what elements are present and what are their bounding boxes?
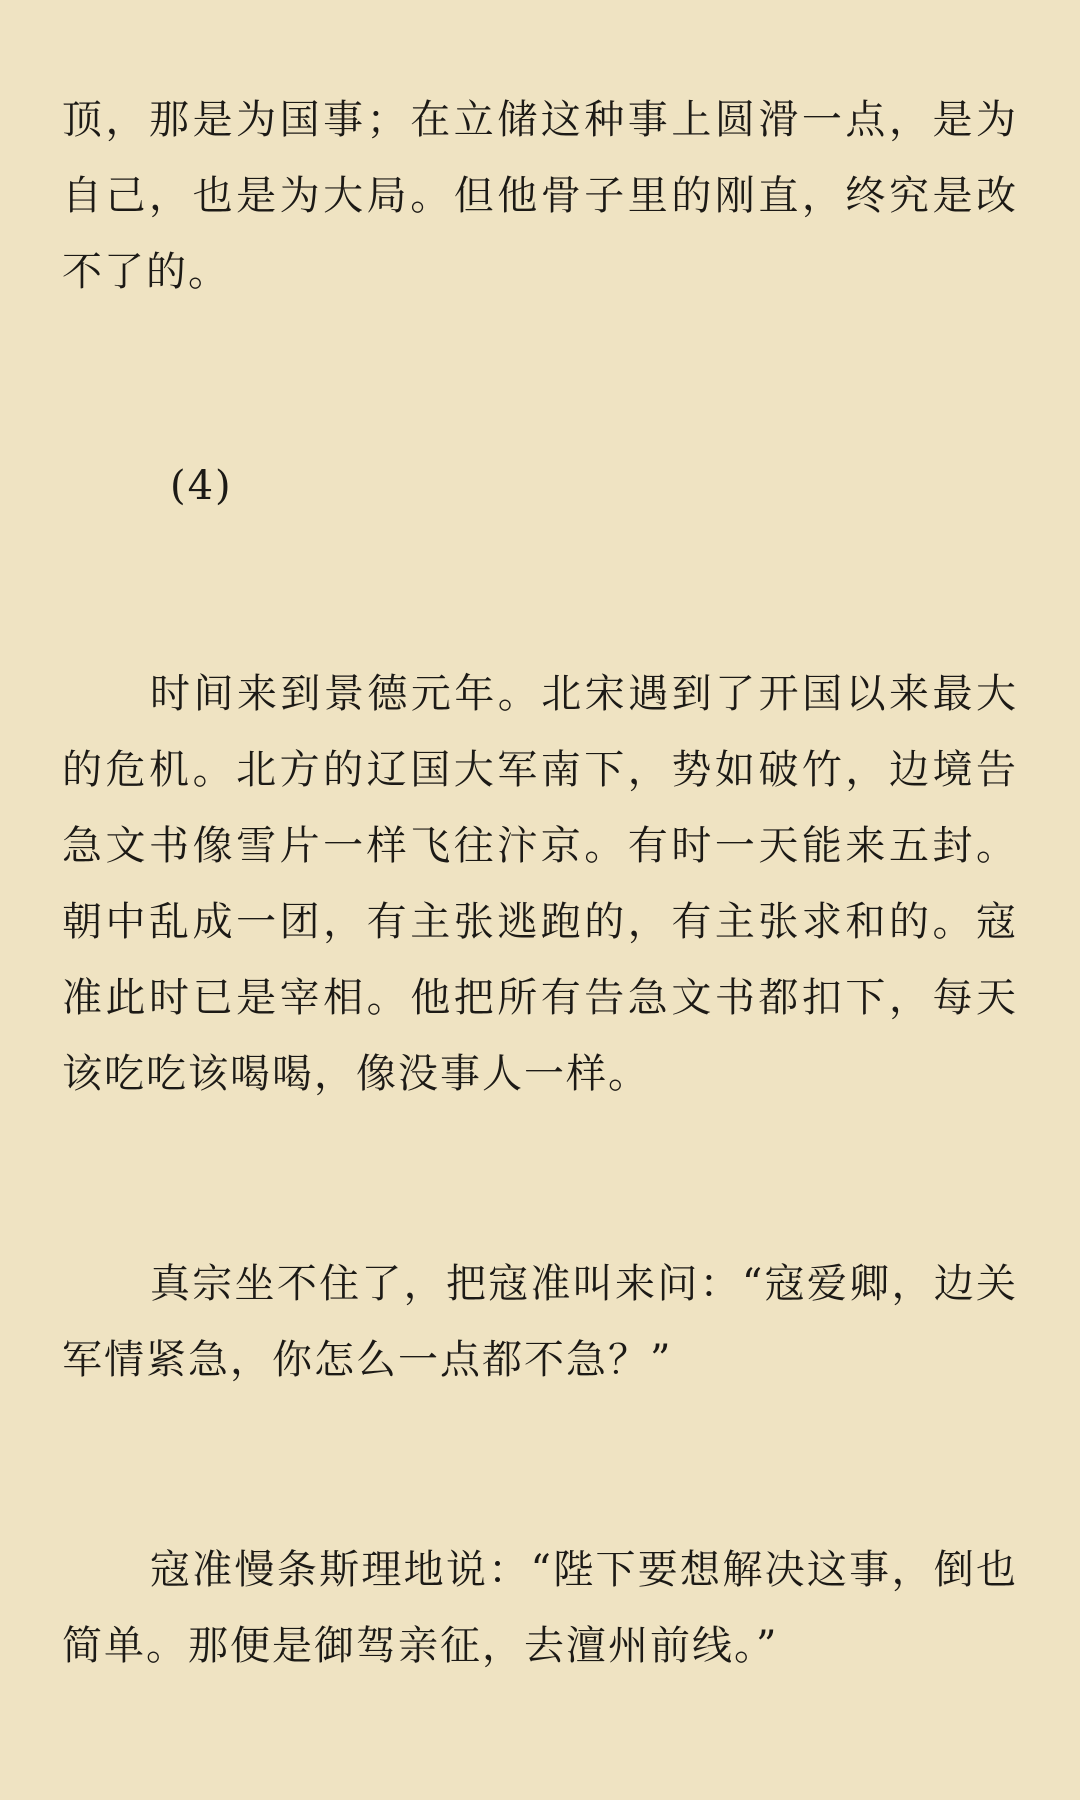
paragraph-1: 顶，那是为国事；在立储这种事上圆滑一点，是为自己，也是为大局。但他骨子里的刚直，终究是改不了的。 <box>62 97 1018 295</box>
paragraph-3: 真宗坐不住了，把寇准叫来问：“寇爱卿，边关军情紧急，你怎么一点都不急？” <box>62 1261 1018 1383</box>
paragraph-4: 寇准慢条斯理地说：“陛下要想解决这事，倒也简单。那便是御驾亲征，去澶州前线。” <box>62 1547 1018 1669</box>
paragraph-2: 时间来到景德元年。北宋遇到了开国以来最大的危机。北方的辽国大军南下，势如破竹，边境告急文书像雪片一样飞往汴京。有时一天能来五封。朝中乱成一团，有主张逃跑的，有主张求和的。寇准此时已是宰相。他把所有告急文书都扣下，每天该吃吃该喝喝，像没事人一样。 <box>62 671 1018 1097</box>
section-heading: (4) <box>170 463 233 509</box>
